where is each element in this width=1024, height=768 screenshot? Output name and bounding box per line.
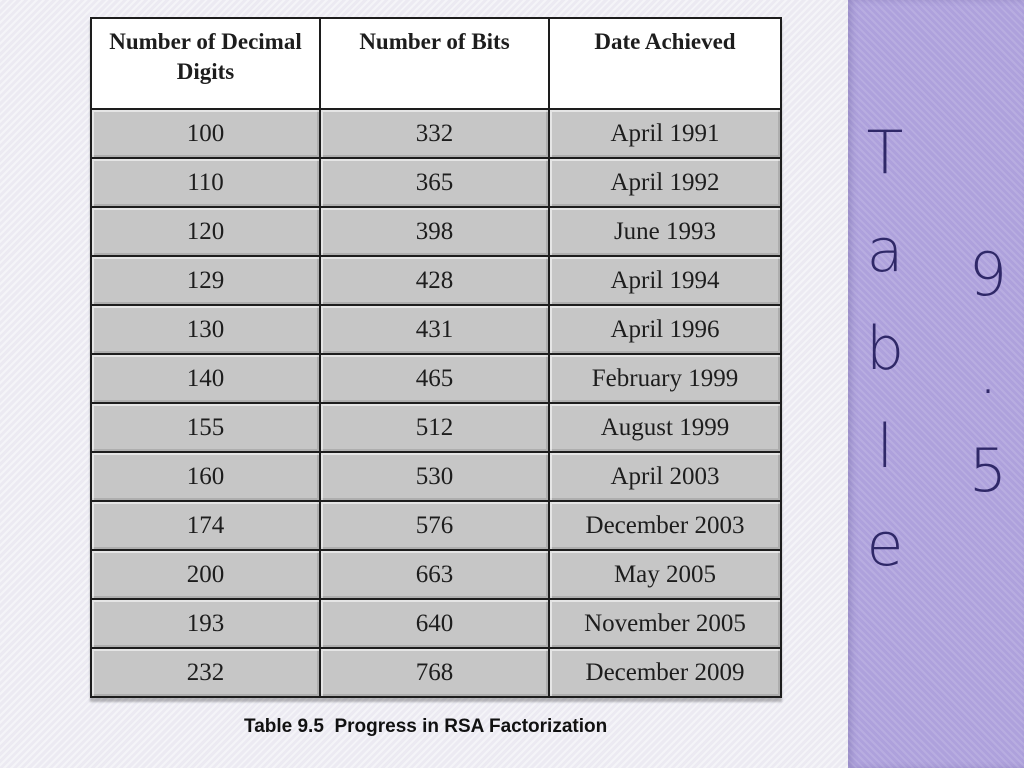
cell-date-achieved: May 2005 — [549, 550, 781, 599]
title-letter: e — [866, 510, 904, 580]
cell-date-achieved: August 1999 — [549, 403, 781, 452]
cell-number-of-bits: 768 — [320, 648, 549, 697]
title-letter: T — [866, 118, 904, 188]
cell-decimal-digits: 130 — [91, 305, 320, 354]
table-row — [91, 305, 781, 354]
cell-decimal-digits: 174 — [91, 501, 320, 550]
table-row — [91, 501, 781, 550]
table-row — [91, 648, 781, 697]
cell-decimal-digits: 140 — [91, 354, 320, 403]
cell-date-achieved: April 1991 — [549, 109, 781, 158]
table-row — [91, 452, 781, 501]
table-row — [91, 403, 781, 452]
table-row — [91, 256, 781, 305]
rsa-factorization-table — [90, 17, 782, 698]
title-letter: l — [876, 412, 894, 482]
cell-date-achieved: December 2009 — [549, 648, 781, 697]
cell-decimal-digits: 200 — [91, 550, 320, 599]
title-number-char: 9 — [968, 240, 1008, 310]
cell-decimal-digits: 155 — [91, 403, 320, 452]
title-number-char: 5 — [968, 436, 1008, 506]
cell-decimal-digits: 110 — [91, 158, 320, 207]
cell-number-of-bits: 530 — [320, 452, 549, 501]
cell-number-of-bits: 431 — [320, 305, 549, 354]
cell-number-of-bits: 640 — [320, 599, 549, 648]
table-row — [91, 354, 781, 403]
header-number-of-bits: Number of Bits — [320, 18, 549, 109]
title-letter: a — [866, 216, 904, 286]
cell-decimal-digits: 129 — [91, 256, 320, 305]
table-row — [91, 158, 781, 207]
title-number-char: . — [978, 338, 998, 408]
cell-decimal-digits: 120 — [91, 207, 320, 256]
table-caption: Table 9.5 Progress in RSA Factorization — [244, 716, 608, 737]
cell-decimal-digits: 193 — [91, 599, 320, 648]
cell-date-achieved: April 2003 — [549, 452, 781, 501]
title-letter: b — [865, 314, 905, 384]
cell-number-of-bits: 465 — [320, 354, 549, 403]
cell-date-achieved: December 2003 — [549, 501, 781, 550]
cell-date-achieved: February 1999 — [549, 354, 781, 403]
cell-number-of-bits: 576 — [320, 501, 549, 550]
cell-number-of-bits: 365 — [320, 158, 549, 207]
cell-date-achieved: June 1993 — [549, 207, 781, 256]
table-row — [91, 550, 781, 599]
slide-title-word — [862, 104, 908, 594]
cell-number-of-bits: 398 — [320, 207, 549, 256]
cell-number-of-bits: 512 — [320, 403, 549, 452]
cell-date-achieved: April 1996 — [549, 305, 781, 354]
cell-number-of-bits: 332 — [320, 109, 549, 158]
cell-date-achieved: November 2005 — [549, 599, 781, 648]
cell-decimal-digits: 100 — [91, 109, 320, 158]
cell-number-of-bits: 428 — [320, 256, 549, 305]
cell-decimal-digits: 160 — [91, 452, 320, 501]
header-date-achieved: Date Achieved — [549, 18, 781, 109]
slide-title-number — [962, 226, 1014, 520]
cell-date-achieved: April 1992 — [549, 158, 781, 207]
table-row — [91, 599, 781, 648]
header-decimal-digits: Number of Decimal Digits — [91, 18, 320, 109]
cell-number-of-bits: 663 — [320, 550, 549, 599]
cell-decimal-digits: 232 — [91, 648, 320, 697]
table-header-row — [91, 18, 781, 109]
table-body — [91, 109, 781, 697]
table-row — [91, 109, 781, 158]
table-row — [91, 207, 781, 256]
cell-date-achieved: April 1994 — [549, 256, 781, 305]
